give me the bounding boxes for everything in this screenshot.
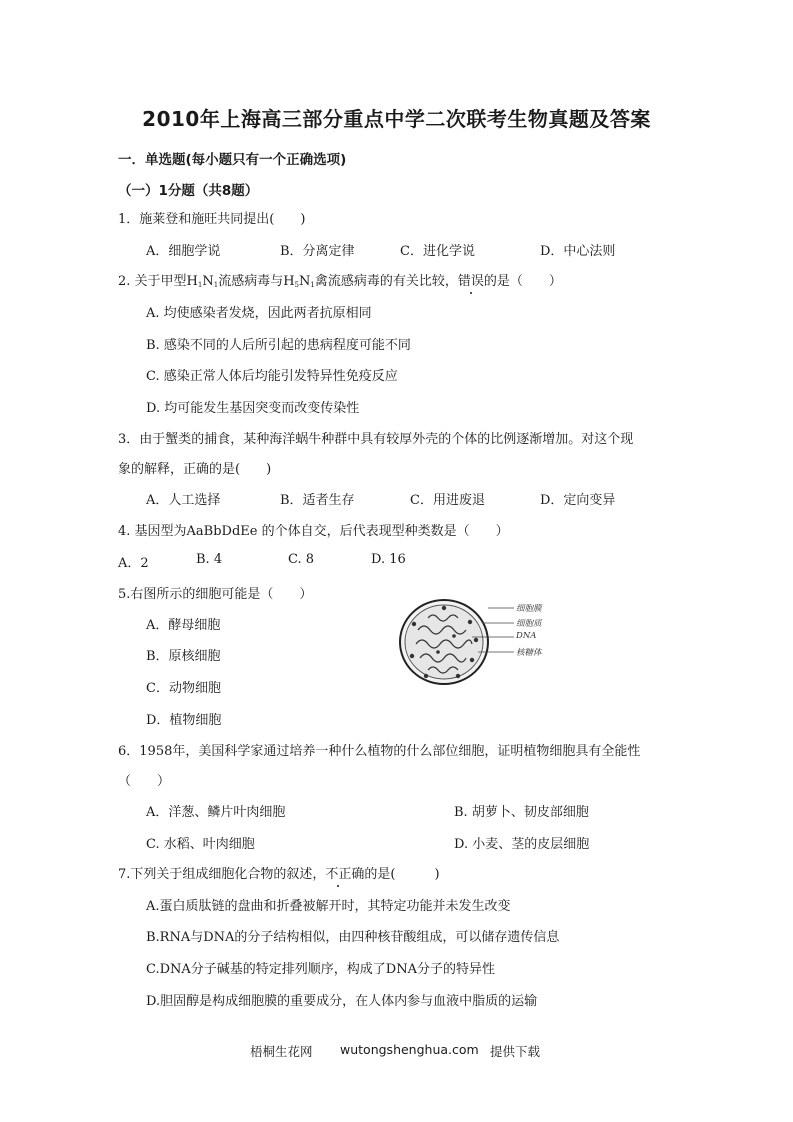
q4-option-b: B. 4 xyxy=(196,552,223,567)
subsection-heading: （一）1分题（共8题） xyxy=(118,183,259,199)
question-1-stem: 1．施莱登和施旺共同提出( ) xyxy=(118,212,306,227)
q2-option-c: C. 感染正常人体后均能引发特异性免疫反应 xyxy=(146,369,398,384)
section-heading: 一．单选题(每小题只有一个正确选项) xyxy=(118,152,347,168)
question-4-stem: 4. 基因型为AaBbDdEe 的个体自交，后代表现型种类数是（ ） xyxy=(118,524,509,539)
footer-note: 提供下载 xyxy=(490,1044,541,1059)
figure-label-dna: DNA xyxy=(516,631,537,641)
q3-option-d: D．定向变异 xyxy=(540,493,616,508)
q1-option-c: C．进化学说 xyxy=(400,244,475,259)
q5-option-d: D．植物细胞 xyxy=(146,713,222,728)
question-6-stem-line2: （ ） xyxy=(118,774,171,789)
q4-option-d: D. 16 xyxy=(371,552,406,567)
q7-option-a: A.蛋白质肽链的盘曲和折叠被解开时，其特定功能并未发生改变 xyxy=(146,899,511,914)
q3-option-a: A．人工选择 xyxy=(146,493,221,508)
question-6-stem-line1: 6．1958年，美国科学家通过培养一种什么植物的什么部位细胞，证明植物细胞具有全能性 xyxy=(118,744,641,759)
q3-option-b: B．适者生存 xyxy=(280,493,355,508)
emphasis-mark: 不正 xyxy=(325,863,351,882)
q1-option-d: D．中心法则 xyxy=(540,244,616,259)
question-2-stem: 2. 关于甲型$H_1N_1$流感病毒与$H_5N_1$禽流感病毒的有关比较，错误的是（ ） xyxy=(118,270,562,289)
q7-option-c: C.DNA分子碱基的特定排列顺序，构成了DNA分子的特异性 xyxy=(146,962,495,977)
emphasis-mark: 错误 xyxy=(458,270,484,289)
q2-option-d: D. 均可能发生基因突变而改变传染性 xyxy=(146,401,360,416)
page-title: 2010年上海高三部分重点中学二次联考生物真题及答案 xyxy=(142,107,651,131)
q1-option-a: A．细胞学说 xyxy=(146,244,221,259)
figure-label-cytoplasm: 细胞质 xyxy=(516,619,542,629)
q7-option-b: B.RNA与DNA的分子结构相似，由四种核苷酸组成，可以储存遗传信息 xyxy=(146,930,560,945)
q4-option-c: C. 8 xyxy=(288,552,315,567)
question-3-stem-line2: 象的解释，正确的是( ) xyxy=(118,462,272,477)
question-7-stem: 7.下列关于组成细胞化合物的叙述，不正确的是( ) xyxy=(118,863,440,882)
q5-option-a: A．酵母细胞 xyxy=(146,618,221,633)
footer-site-name: 梧桐生花网 xyxy=(250,1044,313,1059)
q2-option-a: A. 均使感染者发烧，因此两者抗原相同 xyxy=(146,306,372,321)
figure-label-ribosome: 核糖体 xyxy=(516,648,542,658)
q6-option-c: C. 水稻、叶肉细胞 xyxy=(146,837,255,852)
question-5-stem: 5.右图所示的细胞可能是（ ） xyxy=(118,587,313,602)
question-3-stem-line1: 3．由于蟹类的捕食，某种海洋蜗牛种群中具有较厚外壳的个体的比例逐渐增加。对这个现 xyxy=(118,432,634,447)
q6-option-d: D. 小麦、茎的皮层细胞 xyxy=(454,837,590,852)
q1-option-b: B．分离定律 xyxy=(280,244,355,259)
q6-option-b: B. 胡萝卜、韧皮部细胞 xyxy=(454,805,589,820)
q5-option-b: B．原核细胞 xyxy=(146,649,221,664)
q4-option-a: A．2 xyxy=(118,556,149,571)
figure-label-cell-membrane: 细胞膜 xyxy=(516,604,542,614)
q5-option-c: C．动物细胞 xyxy=(146,681,221,696)
footer-site-url[interactable]: wutongshenghua.com xyxy=(340,1042,479,1057)
q6-option-a: A．洋葱、鳞片叶肉细胞 xyxy=(146,805,286,820)
q3-option-c: C．用进废退 xyxy=(410,493,485,508)
q7-option-d: D.胆固醇是构成细胞膜的重要成分，在人体内参与血液中脂质的运输 xyxy=(146,994,538,1009)
q2-option-b: B. 感染不同的人后所引起的患病程度可能不同 xyxy=(146,338,411,353)
